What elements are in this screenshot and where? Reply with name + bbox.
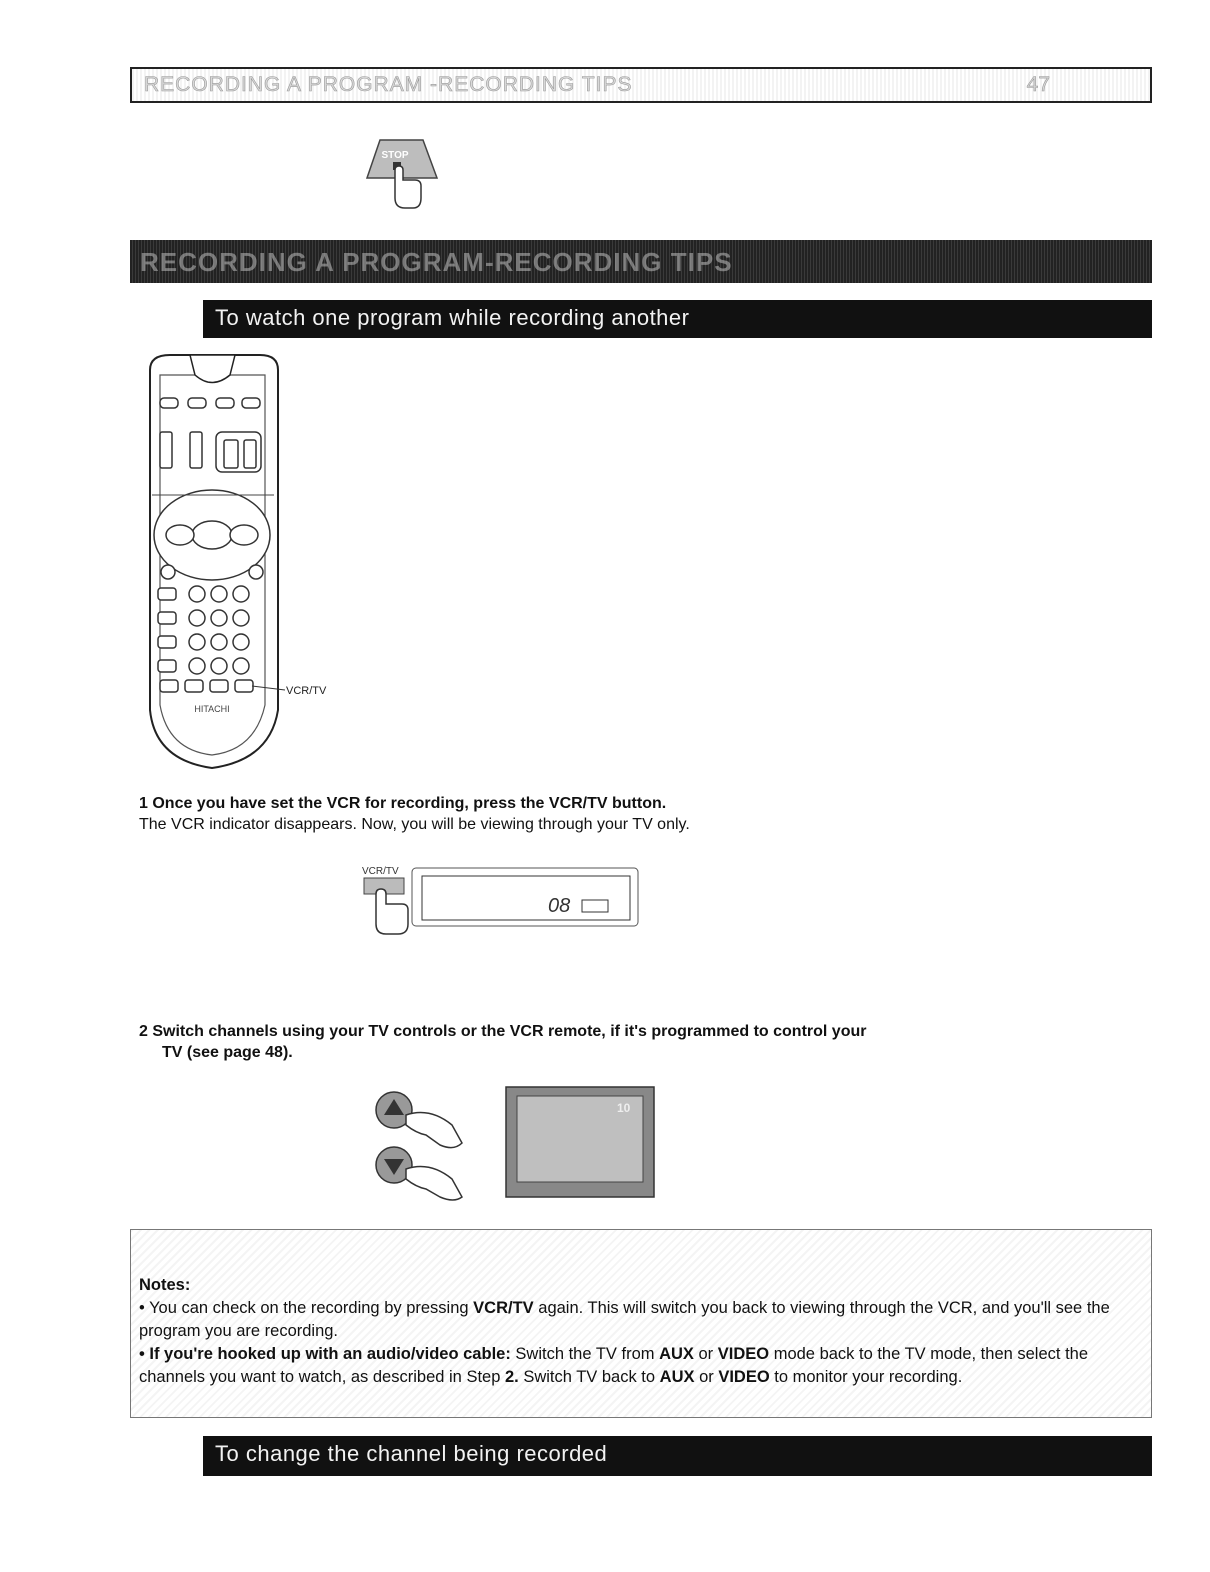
channel-buttons-illustration (370, 1085, 480, 1205)
section-title: RECORDING A PROGRAM-RECORDING TIPS (140, 247, 733, 277)
remote-control-illustration (140, 350, 350, 775)
step2-heading-line1: 2 Switch channels using your TV controls or the VCR remote, if it's programmed to control your (139, 1023, 867, 1040)
note2-text-5: or (694, 1368, 719, 1386)
note2-step: 2. (504, 1368, 519, 1386)
note1-text-a: • You can check on the recording by pressing (139, 1299, 474, 1317)
subsection-title-change: To change the channel being recorded (215, 1441, 608, 1466)
section-banner (130, 240, 1152, 283)
hand-pointer-icon (376, 889, 408, 934)
note2-aux2: AUX (659, 1368, 695, 1386)
note1-bold: VCR/TV (473, 1299, 534, 1317)
step2-heading-line2: TV (see page 48). (162, 1044, 293, 1061)
note-item (139, 1297, 1129, 1343)
header-title: RECORDING A PROGRAM -RECORDING TIPS (144, 73, 633, 96)
tv-channel: 10 (617, 1101, 631, 1115)
vcrtv-panel-illustration (358, 862, 643, 948)
note2-text-4: Switch TV back to (518, 1368, 660, 1386)
notes-content (139, 1274, 1129, 1389)
note2-video2: VIDEO (718, 1368, 770, 1386)
subsection-banner-change (203, 1436, 1152, 1476)
step1-heading: 1 Once you have set the VCR for recording, press the VCR/TV button. (139, 795, 667, 812)
page-header (130, 67, 1152, 103)
note2-text-6: to monitor your recording. (769, 1368, 963, 1386)
step1-body: The VCR indicator disappears. Now, you will be viewing through your TV only. (139, 816, 690, 833)
note2-text-1: Switch the TV from (510, 1345, 660, 1363)
note2-text-2: or (693, 1345, 718, 1363)
notes-title: Notes: (139, 1276, 191, 1294)
note2-text-3: mode back to the TV mode, then select the channels you want to watch, as described in Step (139, 1345, 1089, 1386)
subsection-title-watch: To watch one program while recording another (215, 305, 690, 330)
stop-button-label: STOP (381, 150, 409, 161)
hand-pointer-icon (406, 1113, 462, 1148)
note1-text-b: again. This will switch you back to viewing through the VCR, and you'll see the program you are recording. (139, 1299, 1110, 1340)
subsection-banner-watch (203, 300, 1152, 338)
remote-brand: HITACHI (194, 704, 230, 714)
hand-pointer-icon (406, 1167, 462, 1200)
vcrtv-callout: VCR/TV (286, 685, 327, 697)
page-number: 47 (1026, 73, 1050, 96)
note-item (139, 1343, 1129, 1389)
note2-video: VIDEO (717, 1345, 770, 1363)
note2-aux: AUX (659, 1345, 694, 1363)
vcrtv-display: 08 (548, 895, 571, 917)
note2-bold-lead: • If you're hooked up with an audio/video cable: (139, 1345, 511, 1363)
notes-box (130, 1229, 1152, 1418)
vcrtv-button-label: VCR/TV (362, 866, 399, 877)
stop-button-illustration (355, 128, 445, 216)
tv-screen-illustration (505, 1086, 655, 1198)
